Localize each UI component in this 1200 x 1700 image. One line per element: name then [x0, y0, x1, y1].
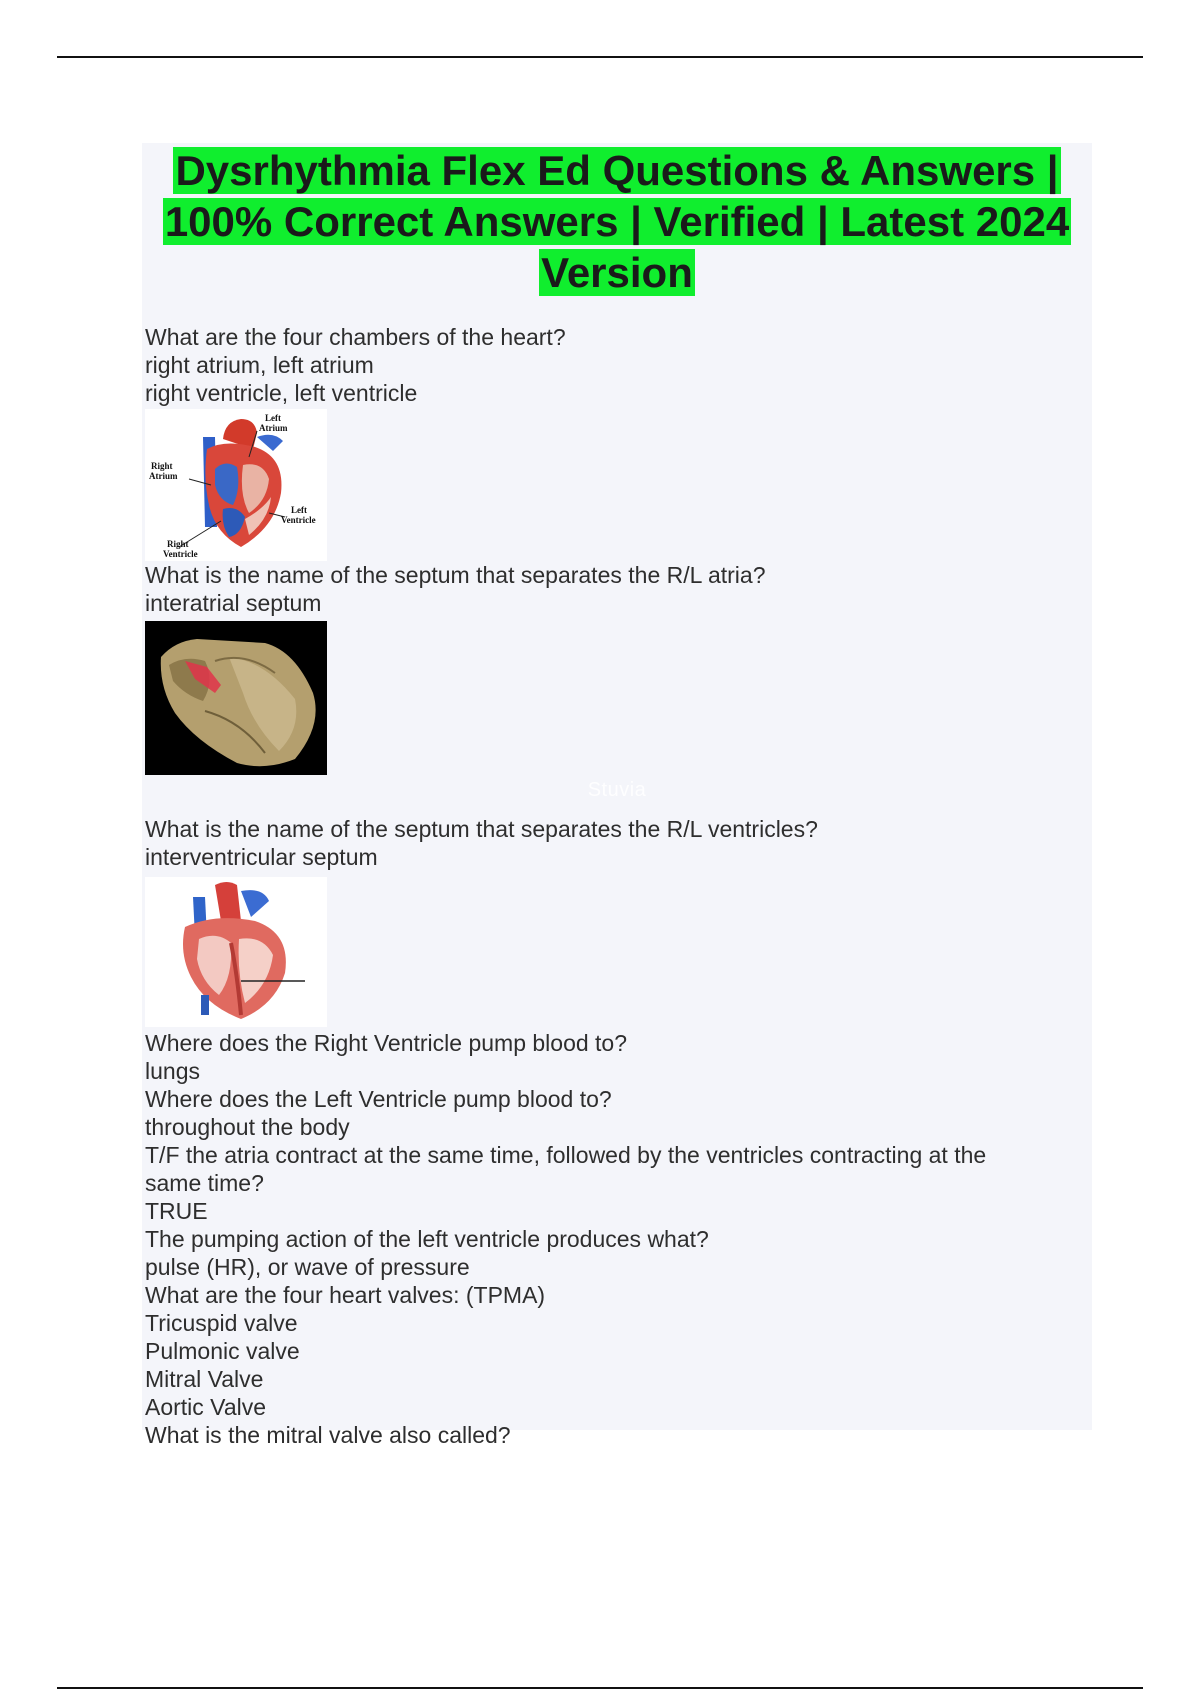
svg-text:Right: [167, 539, 189, 549]
label-left-ventricle-1: Left: [291, 505, 307, 515]
ventricular-septum-diagram: [145, 877, 327, 1027]
question-line: What is the name of the septum that separates the R/L atria?: [145, 562, 766, 588]
question-line: Where does the Right Ventricle pump blood to?: [145, 1030, 628, 1056]
answer-line: TRUE: [145, 1198, 208, 1224]
question-line: The pumping action of the left ventricle produces what?: [145, 1226, 709, 1252]
answer-line: interatrial septum: [145, 590, 322, 616]
answer-line: Mitral Valve: [145, 1366, 264, 1392]
question-line: What is the name of the septum that separates the R/L ventricles?: [145, 816, 818, 842]
answer-line: interventricular septum: [145, 844, 378, 870]
document-page: [142, 143, 1092, 1448]
top-rule: [57, 56, 1143, 58]
label-left-ventricle-2: Ventricle: [281, 515, 316, 525]
answer-line: right ventricle, left ventricle: [145, 380, 418, 406]
answer-line: right atrium, left atrium: [145, 352, 374, 378]
answer-line: Tricuspid valve: [145, 1310, 298, 1336]
answer-line: throughout the body: [145, 1114, 350, 1140]
svg-text:Ventricle: [163, 549, 198, 559]
svg-text:Atrium: [149, 471, 178, 481]
svg-text:Right: [151, 461, 173, 471]
question-line: T/F the atria contract at the same time, followed by the ventricles contracting at the: [145, 1142, 987, 1168]
label-left-atrium-1: Left: [265, 413, 281, 423]
question-line: What are the four heart valves: (TPMA): [145, 1282, 546, 1308]
svg-text:Left: [265, 413, 281, 423]
label-right-ventricle-2: Ventricle: [163, 549, 198, 559]
document-title: Dysrhythmia Flex Ed Questions & Answers | 100% Correct Answers | Verified | Latest 2024 Version: [164, 147, 1070, 296]
answer-line: Aortic Valve: [145, 1394, 267, 1420]
septum-dissection-photo: [145, 621, 327, 775]
answer-line: pulse (HR), or wave of pressure: [145, 1254, 470, 1280]
question-line: Where does the Left Ventricle pump blood to?: [145, 1086, 612, 1112]
label-right-atrium-1: Right: [151, 461, 173, 471]
label-right-ventricle-1: Right: [167, 539, 189, 549]
question-line: What is the mitral valve also called?: [145, 1422, 511, 1448]
heart-chambers-diagram: [145, 409, 327, 561]
answer-line: lungs: [145, 1058, 200, 1084]
qa-content: [145, 323, 1085, 1449]
question-line: What are the four chambers of the heart?: [145, 324, 566, 350]
watermark: Stuvia: [587, 779, 647, 801]
svg-text:Ventricle: [281, 515, 316, 525]
label-left-atrium-2: Atrium: [259, 423, 288, 433]
label-right-atrium-2: Atrium: [149, 471, 178, 481]
question-line: same time?: [145, 1170, 264, 1196]
bottom-rule: [57, 1687, 1143, 1689]
answer-line: Pulmonic valve: [145, 1338, 300, 1364]
svg-text:Atrium: [259, 423, 288, 433]
svg-text:Left: [291, 505, 307, 515]
